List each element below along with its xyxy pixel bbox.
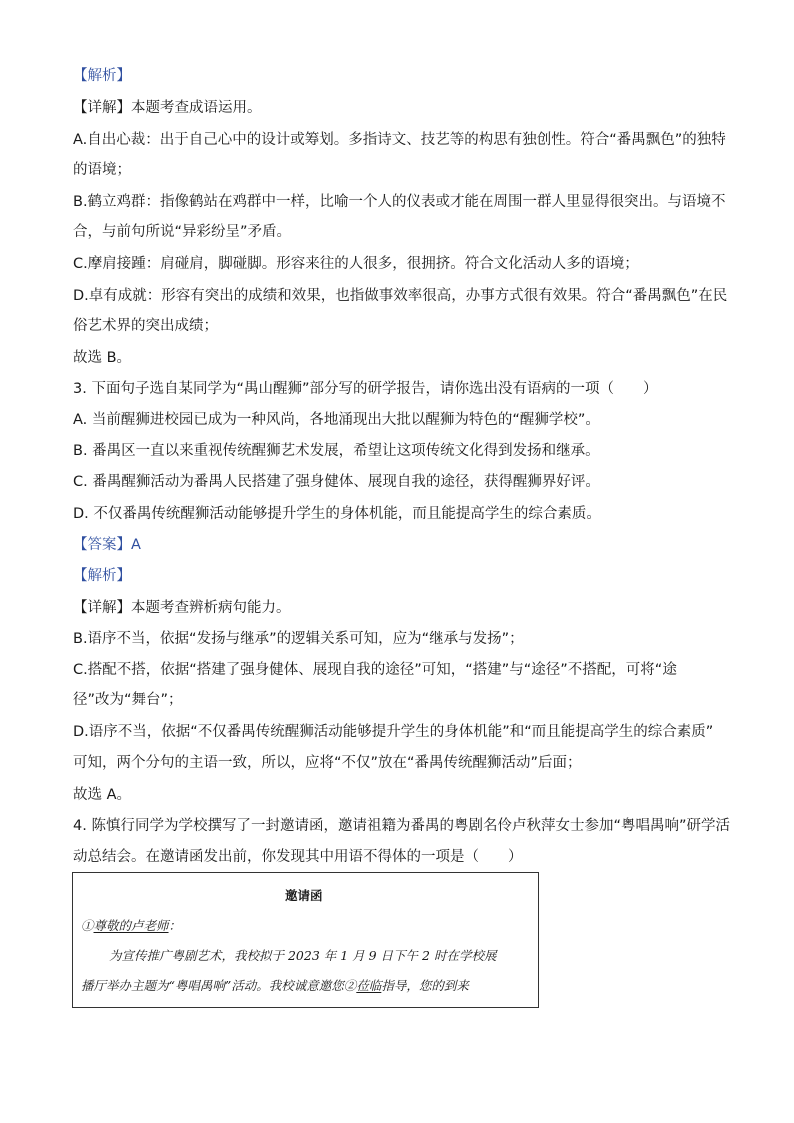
honorific-word: 莅临 [356,978,382,993]
text-line: B.鹤立鸡群：指像鹤站在鸡群中一样，比喻一个人的仪表或才能在周围一群人里显得很突出。与语境不 [73,194,726,210]
text-line: 故选 A。 [73,787,132,803]
text-line: 故选 B。 [73,350,132,366]
text-line: D.卓有成就：形容有突出的成绩和效果，也指做事效率很高，办事方式很有效果。符合“番禺飘色”在民 [73,288,728,304]
text-line: B.语序不当，依据“发扬与继承”的逻辑关系可知，应为“继承与发扬”； [73,631,524,647]
text-line: 的语境； [73,162,131,178]
salutation-colon: ： [168,918,182,933]
text-line: 俗艺术界的突出成绩； [73,318,218,334]
question-3-option-a: A. 当前醒狮进校园已成为一种风尚，各地涌现出大批以醒狮为特色的“醒狮学校”。 [73,412,600,428]
text-line: 【详解】本题考查辨析病句能力。 [73,600,291,616]
text-line: C.摩肩接踵：肩碰肩，脚碰脚。形容来往的人很多，很拥挤。符合文化活动人多的语境； [73,256,639,272]
text-line: 径”改为“舞台”； [73,692,183,708]
invitation-salutation [81,917,181,935]
question-3-option-d: D. 不仅番禺传统醒狮活动能够提升学生的身体机能，而且能提高学生的综合素质。 [73,506,601,522]
question-3-option-c: C. 番禺醒狮活动为番禺人民搭建了强身健体、展现自我的途径，获得醒狮界好评。 [73,474,600,490]
text-line: 可知，两个分句的主语一致，所以，应将“不仅”放在“番禺传统醒狮活动”后面； [73,755,582,771]
answer-label: 【答案】A [73,537,141,553]
question-4-stem: 4. 陈慎行同学为学校撰写了一封邀请函，邀请祖籍为番禺的粤剧名伶卢秋萍女士参加“粤唱禺响”研学活 [73,818,730,834]
question-4-stem: 动总结会。在邀请函发出前，你发现其中用语不得体的一项是（ ） [73,849,523,865]
section-label-analysis: 【解析】 [73,68,131,84]
body-text: 播厅举办主题为“粤唱禺响”活动。我校诚意邀您 [81,978,344,993]
marker-1: ① [81,918,94,933]
body-text: 指导，您的到来 [381,978,469,993]
text-line: 合，与前句所说“异彩纷呈”矛盾。 [73,224,292,240]
question-3-option-b: B. 番禺区一直以来重视传统醒狮艺术发展，希望让这项传统文化得到发扬和继承。 [73,443,600,459]
salutation-text: 尊敬的卢老师 [93,918,169,933]
invitation-letter-box [72,872,539,1008]
marker-2: ② [343,978,357,993]
text-line: A.自出心裁：出于自己心中的设计或筹划。多指诗文、技艺等的构思有独创性。符合“番禺飘色”的独特 [73,132,726,148]
text-line: C.搭配不搭，依据“搭建了强身健体、展现自我的途径”可知，“搭建”与“途径”不搭配，可将“途 [73,662,677,678]
invitation-title: 邀请函 [285,888,323,903]
text-line: 【详解】本题考查成语运用。 [73,100,262,116]
invitation-body-line: 为宣传推广粤剧艺术，我校拟于 2023 年 1 月 9 日下午 2 时在学校展 [109,948,497,963]
section-label-analysis: 【解析】 [73,568,131,584]
question-3-stem: 3. 下面句子选自某同学为“禺山醒狮”部分写的研学报告，请你选出没有语病的一项（ ） [73,381,658,397]
invitation-body-line [81,977,469,995]
text-line: D.语序不当，依据“不仅番禺传统醒狮活动能够提升学生的身体机能”和“而且能提高学生的综合素质” [73,724,714,740]
